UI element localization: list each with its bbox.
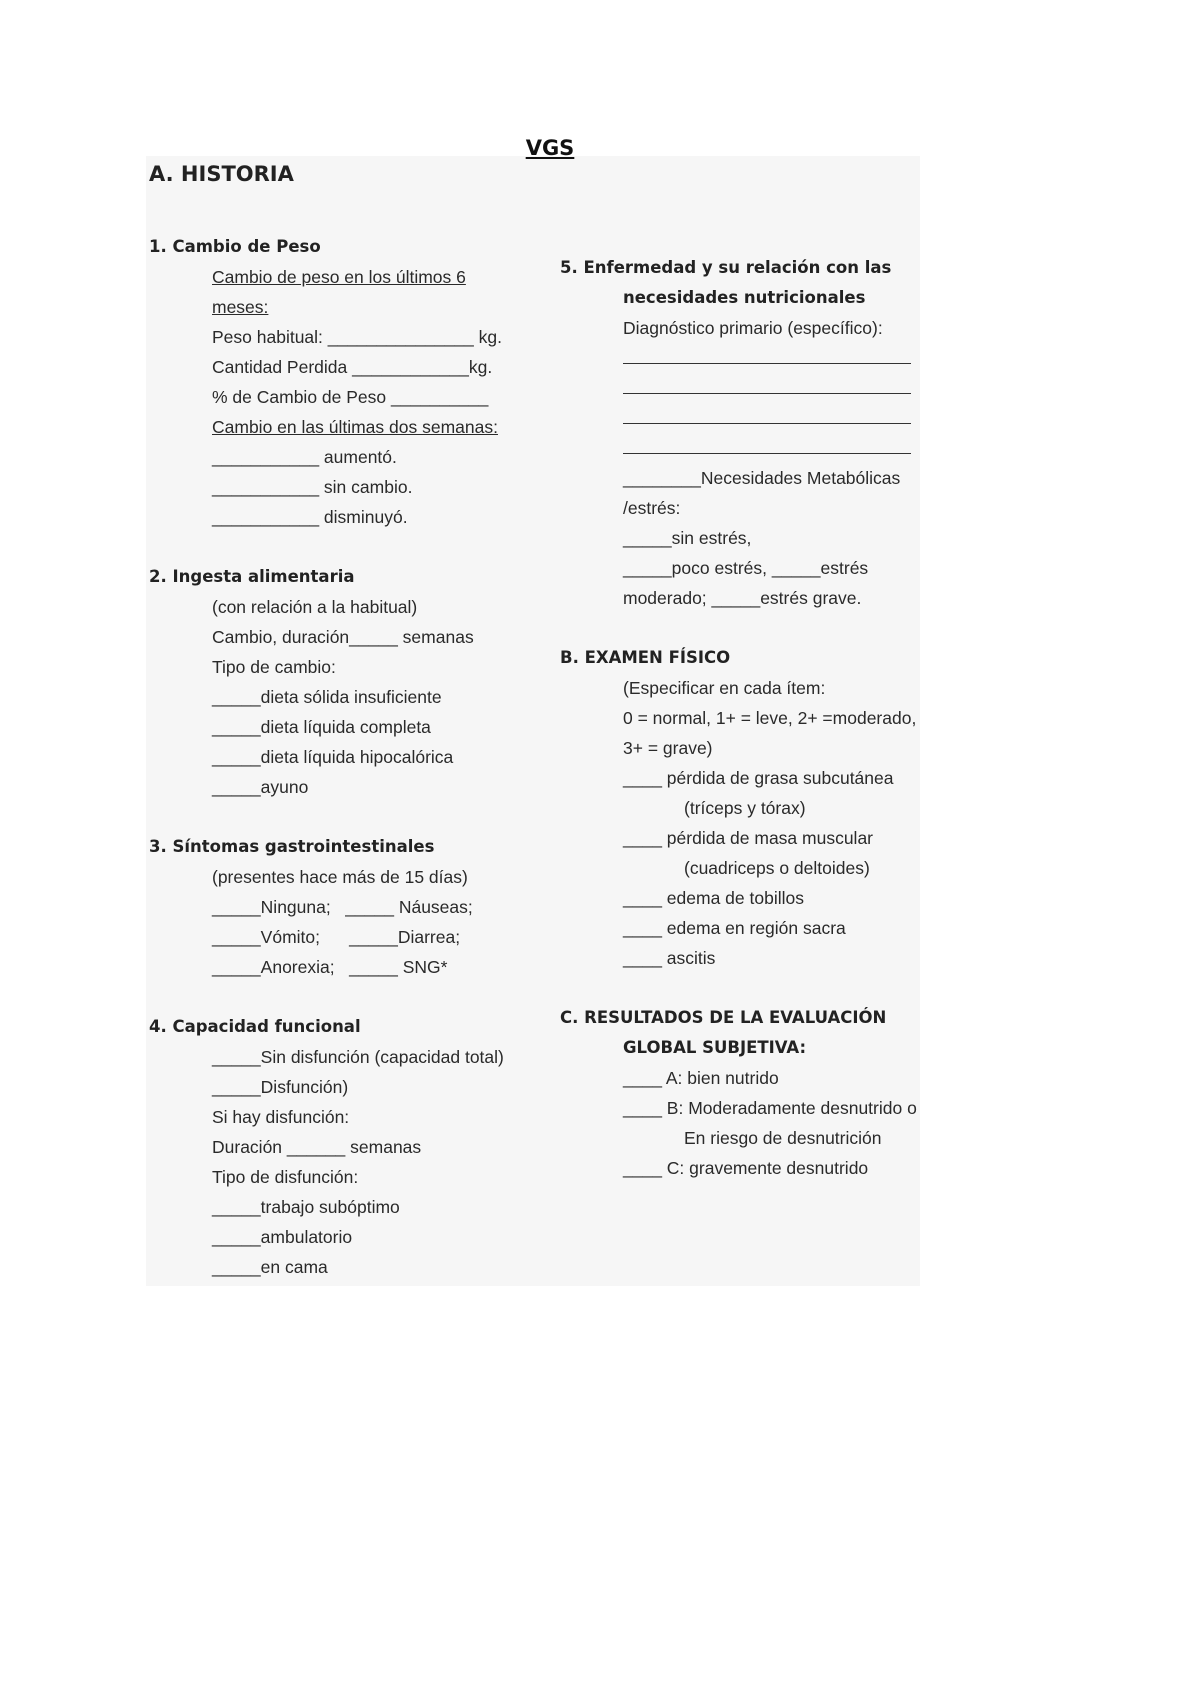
dysfunction-type-label: Tipo de disfunción: (212, 1167, 359, 1187)
left-column (149, 232, 529, 1282)
item-muscle-mass-loss-detail: (cuadriceps o deltoides) (684, 858, 870, 878)
symptoms-row-2[interactable]: _____Vómito; _____Diarrea; (212, 927, 461, 947)
section-a-heading: A. HISTORIA (149, 162, 294, 186)
if-dysfunction-label: Si hay disfunción: (212, 1107, 350, 1127)
option-bedridden[interactable]: _____en cama (212, 1257, 328, 1277)
option-full-liquid-diet[interactable]: _____dieta líquida completa (212, 717, 431, 737)
section-5-heading: 5. Enfermedad y su relación con las (560, 258, 892, 277)
symptoms-note: (presentes hace más de 15 días) (212, 867, 468, 887)
usual-weight-field[interactable]: Peso habitual: _______________ kg. (212, 327, 502, 347)
option-increased[interactable]: ___________ aumentó. (212, 447, 397, 467)
result-b-moderately-malnourished[interactable]: ____ B: Moderadamente desnutrido o (623, 1098, 917, 1118)
diagnosis-line-4[interactable] (560, 433, 920, 463)
weight-change-percent-field[interactable]: % de Cambio de Peso __________ (212, 387, 489, 407)
intake-relation-note: (con relación a la habitual) (212, 597, 418, 617)
option-suboptimal-work[interactable]: _____trabajo subóptimo (212, 1197, 400, 1217)
section-1-heading: 1. Cambio de Peso (149, 237, 321, 256)
primary-diagnosis-label: Diagnóstico primario (específico): (623, 318, 883, 338)
result-a-well-nourished[interactable]: ____ A: bien nutrido (623, 1068, 779, 1088)
result-c-severely-malnourished[interactable]: ____ C: gravemente desnutrido (623, 1158, 869, 1178)
diagnosis-line-2[interactable] (560, 373, 920, 403)
weight-change-6m-label: Cambio de peso en los últimos 6 (212, 267, 466, 287)
option-no-stress[interactable]: _____sin estrés, (623, 528, 752, 548)
item-ankle-edema[interactable]: ____ edema de tobillos (623, 888, 804, 908)
symptoms-row-3[interactable]: _____Anorexia; _____ SNG* (212, 957, 448, 977)
document-title: VGS (525, 136, 575, 160)
section-c-heading-cont: GLOBAL SUBJETIVA: (623, 1038, 807, 1057)
item-ascites[interactable]: ____ ascitis (623, 948, 716, 968)
item-subcutaneous-fat-loss[interactable]: ____ pérdida de grasa subcutánea (623, 768, 894, 788)
diagnosis-line-3[interactable] (560, 403, 920, 433)
option-dysfunction[interactable]: _____Disfunción) (212, 1077, 349, 1097)
item-sacral-edema[interactable]: ____ edema en región sacra (623, 918, 846, 938)
option-no-dysfunction[interactable]: _____Sin disfunción (capacidad total) (212, 1047, 504, 1067)
dysfunction-duration-field[interactable]: Duración ______ semanas (212, 1137, 422, 1157)
exam-instruction: (Especificar en cada ítem: (623, 678, 826, 698)
option-decreased[interactable]: ___________ disminuyó. (212, 507, 408, 527)
right-column (560, 253, 920, 1183)
option-ambulatory[interactable]: _____ambulatorio (212, 1227, 353, 1247)
section-4-heading: 4. Capacidad funcional (149, 1017, 361, 1036)
exam-scale: 0 = normal, 1+ = leve, 2+ =moderado, (623, 708, 917, 728)
metabolic-needs-field[interactable]: ________Necesidades Metabólicas (623, 468, 901, 488)
symptoms-row-1[interactable]: _____Ninguna; _____ Náuseas; (212, 897, 473, 917)
option-low-moderate-stress[interactable]: _____poco estrés, _____estrés (623, 558, 869, 578)
weight-lost-field[interactable]: Cantidad Perdida ____________kg. (212, 357, 493, 377)
exam-scale-cont: 3+ = grave) (623, 738, 713, 758)
section-b-heading: B. EXAMEN FÍSICO (560, 648, 731, 667)
change-type-label: Tipo de cambio: (212, 657, 336, 677)
two-week-change-label: Cambio en las últimas dos semanas: (212, 417, 498, 437)
option-fasting[interactable]: _____ayuno (212, 777, 309, 797)
intake-duration-field[interactable]: Cambio, duración_____ semanas (212, 627, 474, 647)
option-severe-stress[interactable]: moderado; _____estrés grave. (623, 588, 862, 608)
option-insufficient-solid-diet[interactable]: _____dieta sólida insuficiente (212, 687, 442, 707)
result-b-detail: En riesgo de desnutrición (684, 1128, 882, 1148)
section-c-heading: C. RESULTADOS DE LA EVALUACIÓN (560, 1008, 887, 1027)
item-subcutaneous-fat-loss-detail: (tríceps y tórax) (684, 798, 806, 818)
stress-label: /estrés: (623, 498, 681, 518)
diagnosis-line-1[interactable] (560, 343, 920, 373)
section-3-heading: 3. Síntomas gastrointestinales (149, 837, 435, 856)
weight-change-6m-label-cont: meses: (212, 297, 269, 317)
option-no-change[interactable]: ___________ sin cambio. (212, 477, 413, 497)
option-hypocaloric-liquid-diet[interactable]: _____dieta líquida hipocalórica (212, 747, 454, 767)
section-2-heading: 2. Ingesta alimentaria (149, 567, 355, 586)
section-5-heading-cont: necesidades nutricionales (623, 288, 866, 307)
item-muscle-mass-loss[interactable]: ____ pérdida de masa muscular (623, 828, 874, 848)
